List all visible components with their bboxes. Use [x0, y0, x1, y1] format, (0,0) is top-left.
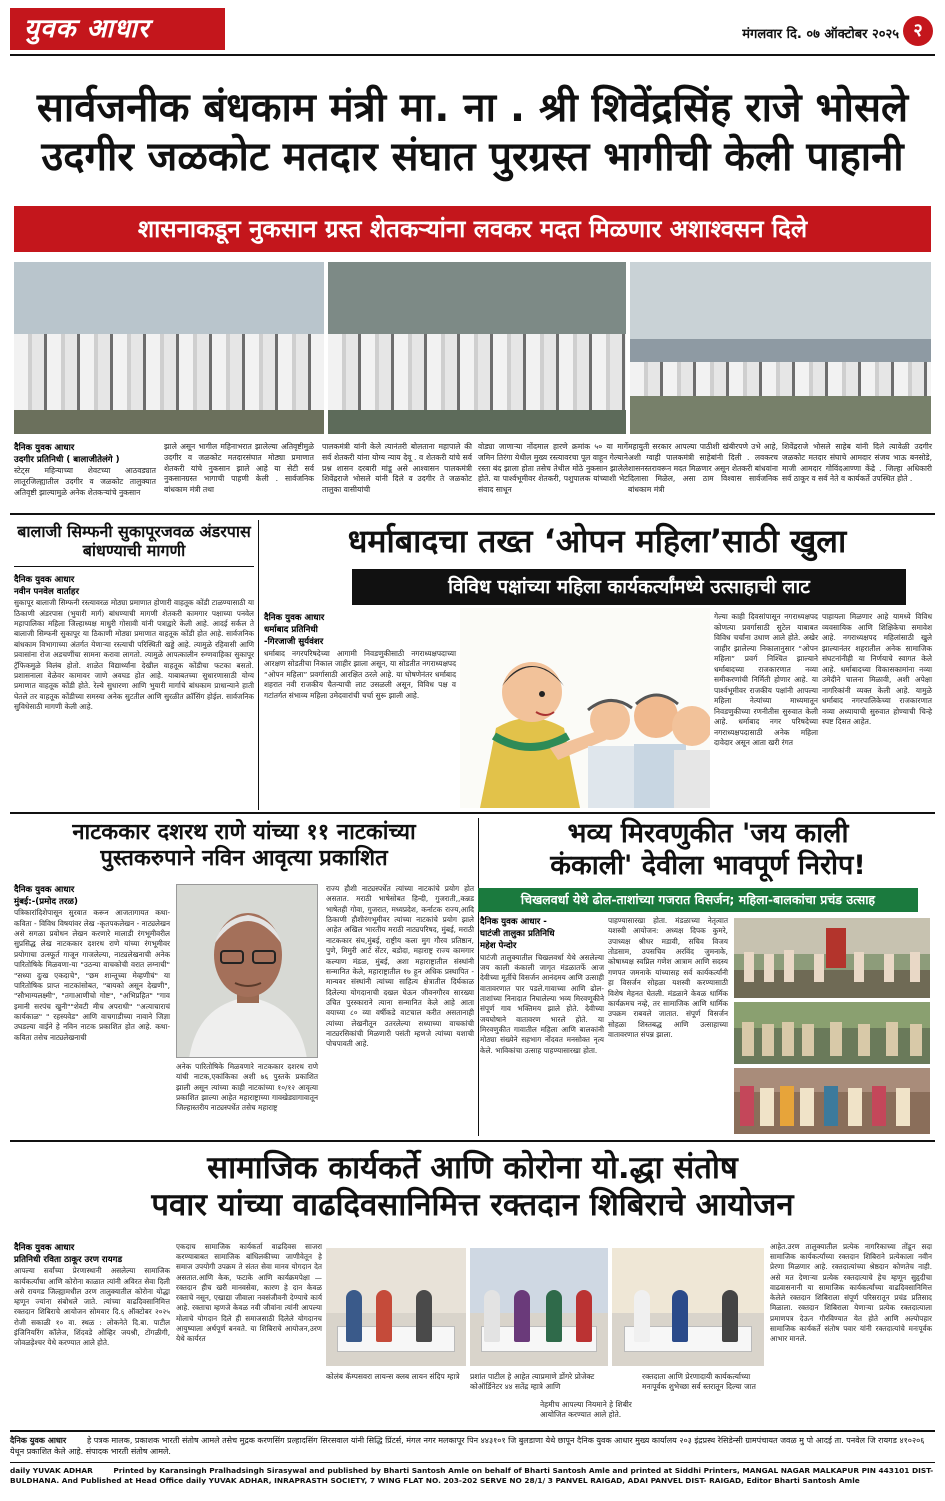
story3-byline: दैनिक युवक आधार [264, 613, 325, 623]
story4-headline-line2: पुस्तकरुपाने नविन आवृत्या प्रकाशित [100, 846, 388, 872]
story4-text-1: पत्रिकारांदिशेपासून सुरवात करून आजतागायत कथा- कविता - विविध विषयांवर लेख -कृतपकलेखन - नाट्यलेखन असे सगळा प्रवोधन लेखन करणारे मालाडी रंगभूमीवरील सुप्रसिद्ध लेख नाटककार दशरथ राणे यांच्या रंगभूमीवर प्रयोगाचा उत्स्फूर्त गाजून गाजलेल्या, नाट्यलेखनाची अनेक पारितोषिके मिळवणा-या "उठन्या वाचकोची वरात लग्नाची" "सध्या दुःख एकदाचे", "छम शान्तूच्या मेव्हणीचं" या पारितोषिक प्राप्त नाटकांसोबत, "बायको असून देखणी", "सौभाग्यलक्ष्मी", "तगाआणीचो गोष्ट", "अभिप्रहित" "गाव इमानी सरपंच खुनी""शेवटी मीच अपराधी" "अत्याचाराचं कार्यकाळ" " रहस्यवेड" आणि वाचगाडीच्या नावाने जिज्ञा उघडल्या वाईने हे नविन नाटक प्रकाशित होत आहे. कथा-कविता तसेच नाट्यलेखनाची [14, 908, 170, 1042]
section-divider-3 [10, 1140, 935, 1142]
footer-text: Printed by Karansingh Pralhadsingh Sirasywal and published by Bharti Santosh Amle on behalf of Bharti Santosh Amle and printed at Siddhi Printers, MANGAL NAGAR MALKAPUR PIN 443101 DIST- BULDHANA. And Published at Head Office daily YUVAK ADHAR, INRAPRASTH SOCIETY, 7 WING FLAT NO. 203-202 SERVE NO 28/1/ 3 PANVEL RAIGAD, ADAI PANVEL DIST- RAIGAD, Editor Bharti Santosh Amle [10, 1466, 934, 1485]
cartoon-illustration [460, 608, 710, 808]
story3-text-3: पाहायला मिळणार आहे यामध्ये विविध व्यवसायिक आणि शिक्षिकेचा समावेश आहे. नगराध्यक्षपद महिलांसाठी खुले झाल्यानंतर शहरातील अनेक सामाजिक संघटनांनीही या निर्णयाचे स्वागत केले आहे. धर्माबादच्या विकासकामांना नव्या उमेदीने चालना मिळावी, अशी अपेक्षा नागरिकांनी व्यक्त केली आहे. यामुळे धर्माबाद नगरपालिकेच्या राजकारणात नव्या अध्यायाची सुरुवात होण्याची चिन्हे स्पष्ट दिसत आहेत. [822, 612, 932, 727]
story5-headline-line2: कंकाली' देवीला भावपूर्ण निरोप! [550, 850, 866, 882]
footer-left: daily YUVAK ADHAR [10, 1466, 93, 1475]
photo-caption-4: रक्तदाता आणि प्रेरणादायी कार्यकर्त्याच्या मनःपूर्वक शुभेच्छा सर्व स्तरातून दिल्या जात [642, 1372, 756, 1391]
story3-subheadline: विविध पक्षांच्या महिला कार्यकर्त्यांमध्ये उत्साहाची लाट [352, 569, 906, 605]
story4-text-3: राज्य हौशी नाट्यस्पर्धेत त्यांच्या नाटकांचे प्रयोग होत असतात. मराठी भाषेसोबत हिन्दी, गुजराती,,कन्नड भाषेतही गोवा, गुजरात, मध्यप्रदेश, कर्नाटक राज्य,आदि ठिकाणी हौशीरंगभूमीवर त्यांच्या नाटकांचे प्रयोग झाले आहेत अखिल भारतीय मराठी नाट्यपरिषद, मुंबई, मराठी नाटककार संघ,मुंबई, राष्ट्रीय कला मुग गौरव प्रतिष्ठान, पुणे, मिमुरी आर्ट सेंटर, बडोदा, महाराष्ट्र राज्य कामगार कल्याण मंडळ, मुंबई, अशा महाराष्ट्रातील संस्थांनी सन्मानित केले, महाराष्ट्रातील १७ हून अधिक प्रस्थापित - मान्यवर संस्थांनी त्यांच्या साहित्य क्षेत्रातील दिर्घकाळ दिलेल्या योगदानाची दखल घेऊन जीवनगौरव सारख्या उचित पुरस्काराने त्याना सन्मानित केले आहे आता वयाच्या ८० व्या वर्षीकडे वाटचाल करीत असतानाही त्यांच्या लेखनीतून उतरलेल्या सध्याच्या वाचकांची नाट्यरसिकांची मिळणारी पसंती म्हणजे त्यांच्या यशाची पोचपावती आहे. [326, 884, 474, 1049]
lead-text-3: पालकमंत्री यांनी केले त्यानंतरी बोलताना महापाले की सर्व शेतकरी यांना योग्य न्याय देवू . व शेतकरी यांचे सर्व प्रश्न शासन दरबारी मांडू असे आश्वासन पालकमंत्री शिवेंद्रराजे भोसले यांनी दिले व उदगीर ते जळकोट तालुका वासीयांची [322, 442, 472, 495]
story6-headline-line2: पवार यांच्या वाढदिवसानिमित्त रक्तदान शिबिराचे आयोजन [151, 1187, 794, 1224]
photo-caption-1: कोलंब कॅम्पसवरा लायन्स क्लब लायन संदिप म्हात्रे [326, 1372, 460, 1381]
masthead [10, 8, 935, 56]
lead-text-6: शिवेंद्रराजे भोसले साहेब यांनी दिले त्यावेळी उदगीर जळकोट मतदार संघाचे आमदार संजय भाऊ बनसोडे, माजी आमदार गोविंदआण्णा केंद्रे . जिल्हा अधिकारी सर्व ठाकूर व सर्व नेते व कार्यकर्ते उपस्थित होते . [782, 442, 932, 484]
story6-headline-line1: सामाजिक कार्यकर्ते आणि कोरोना यो.द्धा संतोष [207, 1150, 738, 1186]
playwright-portrait [176, 884, 318, 1058]
story2-column [14, 574, 254, 712]
blood-camp-photo-3 [612, 1248, 764, 1366]
lead-text-4: वोड्या जाणाऱ्या नोंदमाल हारणे क्रमांक ५० या मार्गे जमिन तिरंगा येथील मुख्य रस्त्यावरचा पूल वाहून गेल्याने रस्ता बंद झाला होता तसेच तेथील मोठे नुकसान झालेले होते. या पार्श्वभूमीवर शेतकरी, पशुपालक यांच्याशी भेट संवाद साधून [478, 442, 628, 495]
section-divider [10, 513, 935, 515]
lead-text-5: महायुती सरकार आपल्या पाठीशी खंबीरपणे उभे आहे, अशी ग्वाही पालकमंत्री साहेबांनी दिली . लवकरच शासनस्तरावरून मदत मिळणार असून शेतकरी बांधवांना दिलासा मिळेल, असा ठाम विश्वास सार्वजनिक बांधकाम मंत्री [628, 442, 778, 495]
blood-camp-photo-1 [326, 1248, 466, 1366]
footer-imprint [10, 1462, 935, 1486]
lead-byline-2: उदगीर प्रतिनिधी ( बालाजीतेलंगे ) [14, 455, 120, 466]
photo-caption-3: नेहमीच आपल्या नियमाने हे शिबीर आयोजित करण्यात आले होते. [540, 1400, 632, 1419]
story4-headline-line1: नाटककार दशरथ राणे यांच्या ११ नाटकांच्या [72, 820, 416, 845]
newspaper-logo: युवक आधार [10, 8, 225, 50]
story4-byline: दैनिक युवक आधार [14, 885, 75, 895]
story6-text-2: एकदाच सामाजिक कार्यकर्ता वाढदिवस साजरा करण्याबाबत सामाजिक बांधिलकीच्या जाणीवेतून हे समाज उपयोगी उपक्रम ते संतत सेवा मानव योगदान देत असतात.आणि केक, फटाके आणि कार्यक्रमपेक्षा — रक्तदान हीच खरी मानवसेवा, कारण हे दान केवळ रक्ताचे नसून, एखाद्या जीवाला नवसंजीवनी देण्याचे कार्य आहे. रक्ताचा म्हणजे केवळ नवी जीवांना त्यांनी आपल्या मोलाचे योगदान दिले ही समाजसाठी दिलेले योगदानच आयुष्याला अर्थपूर्ण बनवते. या शिबिराचे आयोजन,उरण येथे कार्यरत [176, 1242, 322, 1343]
lead-headline-line1: सार्वजनीक बंधकाम मंत्री मा. ना . श्री शिवेंद्रसिंह राजे भोसले [36, 85, 909, 131]
story5-headline-line1: भव्य मिरवणुकीत 'जय काली [567, 818, 849, 849]
story5-subheadline: चिखलवर्धा येथे ढोल-ताशांच्या गजरात विसर्जन; महिला-बालकांचा प्रचंड उत्साह [478, 888, 918, 912]
story3-headline: धर्माबादचा तख्त ‘ओपन महिला’साठी खुला [347, 522, 847, 560]
lead-photo-1 [14, 262, 324, 434]
story6-column-1 [14, 1242, 170, 1348]
story6-byline-2: प्रतिनिधी रविता ठाकूर उरण रायगड [14, 1255, 123, 1266]
lead-photo-2 [328, 262, 626, 434]
lead-photo-3 [630, 262, 931, 434]
story5-column-1 [480, 916, 604, 1056]
story5-text-1: घाटंजी तालुक्यातील चिखलवर्धा येथे असलेल्या जय काली कंकाली जागृत मंडळातर्फे आज देवीच्या मूर्तीचे विसर्जन आनंदमय आणि उत्साही वातावरणात पार पडले.गावाच्या आणि ढोल-ताशांच्या निनादात निघालेल्या भव्य मिरवणूकीने संपूर्ण गाव भक्तिमय झाले होते. देवीच्या जयघोषाने वातावरण भारले होते. या मिरवणुकीत गावातील महिला आणि बालकांनी मोठ्या संख्येने सहभाग नोंदवत मनसोक्त नृत्य केले. भाविकांचा उत्साह पाहण्यासारखा होता. [480, 952, 604, 1055]
story5-byline-3: महेश पेन्दोर [480, 941, 517, 952]
impressum-text: हे पत्रक मालक, प्रकाशक भारती संतोष आमले तसेच मुद्रक करणसिंग प्रल्हादसिंग सिरसवाल यांनी सिद्धि प्रिंटर्स, मंगल नगर मलकापूर पिन ४४३१०१ जि बुलडाणा येथे छापून दैनिक युवक आधार मुख्य कार्यालय २०३ इंद्रप्रस्थ रेसिडेन्सी ग्रामपंचायत जवळ मु पो आदई ता. पनवेल जि रायगड ४१०२०६ येथून प्रकाशित केले आहे. संपादक भारती संतोष आमले. [10, 1436, 925, 1456]
story5-headline [484, 818, 932, 883]
lead-headline-line2: उदगीर जळकोट मतदार संघात पुरग्रस्त भागीची केली पाहानी [41, 133, 904, 180]
dateline: मंगलवार दि. ०७ ऑक्टोबर २०२५ [742, 27, 899, 42]
lead-text-1: स्टेट्स महिन्याच्या शेवटच्या आठवड्यात लातूरजिल्ह्यातील उदगीर व जळकोट तालुक्यात अतिवृष्टी झाल्यामुळे अनेक शेतकऱ्यांचे नुकसान [14, 466, 156, 497]
column-rule-2 [478, 818, 479, 1136]
impressum-left: दैनिक युवक आधार [10, 1436, 67, 1445]
story3-text-2: गेल्या काही दिवसांपासून नगराध्यक्षपद कोणत्या प्रवर्गासाठी सुटेल याबाबत विविध चर्चांना उधाण आले होते. अखेर जाहीर झालेल्या निकालानुसार “ओपन महिला” प्रवर्ग निश्चित झाल्याने धर्माबादच्या राजकारणात नव्या समीकरणांची निर्मिती होणार आहे. या पार्श्वभूमीवर राजकीय पक्षांनी आपल्या महिला नेत्यांच्या माध्यमातून निवडणुकीच्या रणनीतीस सुरुवात केली आहे. धर्माबाद नगर परिषदेच्या नगराध्यक्षपदासाठी अनेक महिला दावेदार असून आता खरी रंगत [714, 612, 818, 748]
procession-photo-2 [734, 1002, 930, 1064]
lead-byline: दैनिक युवक आधार [14, 443, 75, 453]
lead-column-1 [14, 442, 156, 499]
procession-photo-1 [734, 918, 930, 998]
page-number-badge: २ [903, 16, 933, 46]
story6-text-1: आपल्या सर्वांच्या प्रेरणास्थानी असलेल्या सामाजिक कार्यकर्त्यांचा आणि कोरोना काळात त्यांनी अविरत सेवा दिली असे रायगड जिल्ह्यामधील उरण तालुक्यातील कोरोना योद्धा म्हणून ज्यांना संबोधले जाते. त्यांच्या वाढदिवसानिमित्त रक्तदान शिबिराचे आयोजन सोमवार दि.६ ऑक्टोबर २०२५ रोजी सकाळी १० वा. स्थळ : लोकनेते दि.बा. पाटील इंजिनियरिंग कॉलेज, शिंदवडे ओव्हिर जयश्री, टोंगळीगी, जोवळड़ेश्चर येथे करण्यात आले होते. [14, 1266, 170, 1347]
story6-byline: दैनिक युवक आधार [14, 1243, 75, 1253]
story6-text-3: आहेत.उरण तालुक्यातील प्रत्येक नागरिकाच्या तोंडून सदा सामाजिक कार्यकर्त्यांच्या रक्तदान शिबिराने प्रत्येकाला नवीन प्रेरणा मिळणार आहे. रक्तदात्यांच्या श्रेष्ठदान कोणतेच नाही. असे मत देणाऱ्या प्रत्येक रक्तदात्याचे हेच म्हणून सुहृदीचा वाढवासनानी या सामाजिक कार्यकर्त्यांच्या वाढदिवसानिमित्त केलेले रक्तदान शिबिराला संपूर्ण परिसरातून प्रचंड प्रतिसाद मिळाला. रक्तदान शिबिराला येणाऱ्या प्रत्येक रक्तदात्याला प्रमाणपत्र देऊन गौरविण्यात येत होते आणि अल्पोपहार सामाजिक कार्यकर्ते संतोष पवार यांनी रक्तदात्यांचे मनःपूर्वक आभार मानले. [770, 1242, 932, 1343]
blood-camp-photo-2 [470, 1248, 608, 1366]
story5-text-2: पाहण्यासारखा होता. मंडळाच्या नेतृत्वात यशस्वी आयोजन: अध्यक्ष दिपक कुमरे, उपाध्यक्ष श्रीधर मडावी, सचिव विजय तोडसाम, उपसचिव अरविंद जुमनाके, कोषाध्यक्ष स्वप्निल गणेश आत्राम आणि सदस्य गणपत जमनाके यांच्यासह सर्व कार्यकर्त्यांनी हा विसर्जन सोहळा यशस्वी करण्यासाठी विशेष मेहनत घेतली. मंडळाने केवळ धार्मिक कार्यक्रमच नव्हे, तर सामाजिक आणि धार्मिक उपक्रम राबवले जातात. संपूर्ण विसर्जन सोहळा शिस्तबद्ध आणि उत्साहाच्या वातावरणात संपन्न झाला. [608, 916, 728, 1039]
story4-headline [14, 820, 474, 873]
portrait-image [177, 885, 318, 1058]
photo-caption-2: प्रशांत पाटील हे आहेत त्याप्रमाणे डोंगरे प्रोजेक्ट कोऑर्डिनेटर ४४ सतेंद्र म्हात्रे आणि [470, 1372, 595, 1391]
lead-subheadline: शासनाकडून नुकसान ग्रस्त शेतकऱ्यांना लवकर मदत मिळणार अशाश्वसन दिले [14, 206, 931, 252]
procession-photo-3 [734, 1068, 930, 1134]
story5-byline-2: घाटंजी तालुका प्रतिनिधि [480, 929, 555, 940]
lead-text-2: झाले असून भागील महिनाभरात झालेल्या अतिवृष्टीमुळे उदगीर व जळकोट मतदारसंघात मोठ्या प्रमाणात शेतकरी यांचे नुकसान झाले आहे या सेटी सर्व नुकसानग्रस्त भागाची पाहणी केली . सार्वजनिक बांधकाम मंत्री तथा [164, 442, 314, 495]
impressum [10, 1430, 935, 1458]
story3-byline-3: -गिरजाजी सुर्यवंशर [264, 637, 324, 648]
story2-byline: दैनिक युवक आधार [14, 575, 75, 585]
story3-byline-2: धर्माबाद प्रतिनिधी [264, 625, 318, 636]
story5-byline: दैनिक युवक आधार - [480, 917, 547, 927]
story3-cartoon [460, 608, 710, 808]
column-rule [258, 520, 259, 810]
story2-body: सुकापूर बालाजी सिम्फनी रस्त्यावरळ मोठ्या प्रमाणात होणारी वाहतूक कोंडी टाळण्यासाठी या ठिकाणी अंडरपास (भुयारी मार्ग) बांधण्याची मागणी शेतकरी कामगार पक्षाच्या पनवेल महापालिका महिला जिल्हाध्यक्ष माधुरी गोसावी यांनी पत्राद्वारे केली आहे. आदई सर्कल ते बालाजी सिम्फनी सुकापूर या ठिकाणी मोठ्या प्रमाणात वाहतूक कोंडी होत आहे. सार्वजनिक बांधकाम विभागाच्या अंतर्गत येणाऱ्या रस्त्याची परिस्थिती खड्डे आहे. त्यामुळे रहिवासी आणि प्रवासांना रोज अडचणींचा सामना करावा लागतो. त्यामुळे आपत्कालीन रुग्णवाहिका सुकापूर ट्रॅफिकमुळे विलंब होतो. शाळेत विद्यार्थ्यांना देखील वाहतूक कोंडीचा फटका बसतो. प्रशासनाला वेळेवर कामावर जाणे अवघड होत आहे. याबाबतच्या सुधारणासाठी योग्य प्रमाणात वाहतूक कोंडी होते. रेल्वे सुधारणा आणि भुयारी मार्गाचे बांधकाम प्राधान्याने हाती घेतले तर वाहतूक कोंडीच्या समस्या अनेक सुटतील आणि सुरळीत क्रॉसिंग होईल. सार्वजनिक सुविधेसाठी मागणी केली आहे. [14, 598, 254, 711]
story3-column-1 [264, 612, 456, 701]
story2-byline-2: नवीन पनवेल वार्ताहर [14, 587, 79, 598]
story4-text-2: अनेक पारितोषिके मिळवणारे नाटककार दशरथ राणे यांची नाटक,एकांकिका अशी ७६ पुस्तके प्रकाशित झाली असून त्यांच्या काही नाटकांच्या १०/१२ आवृत्या प्रकाशित झाल्या आहेत महाराष्ट्राच्या गावखेड्यागावातून जिल्हास्तरीय नाट्यस्पर्धेत तसेच महाराष्ट्र [176, 1062, 318, 1113]
lead-headline [10, 84, 935, 182]
story2-headline: बालाजी सिम्फनी सुकापूरजवळ अंडरपास बांधण्याची मागणी [14, 522, 254, 567]
section-divider-2 [10, 812, 935, 814]
story6-headline [10, 1150, 935, 1224]
story4-byline-2: मुंबई:-(प्रमोद तरळ) [14, 897, 78, 908]
story3-text-1: धर्माबाद नगरपरिषदेच्या आगामी निवडणुकीसाठी नगराध्यक्षपदाच्या आरक्षण सोडतीचा निकाल जाहीर झाला असून, या सोडतीत नगराध्यक्षपद “ओपन महिला” प्रवर्गासाठी आरक्षित ठरले आहे. या घोषणेनंतर धर्माबाद शहरात नवी राजकीय चैतन्याची लाट उसळली असून, विविध पक्ष व गटांतर्गत संभाव्य महिला उमेदवारांची चर्चा सुरू झाली आहे. [264, 648, 456, 700]
story4-column-1 [14, 884, 170, 1043]
